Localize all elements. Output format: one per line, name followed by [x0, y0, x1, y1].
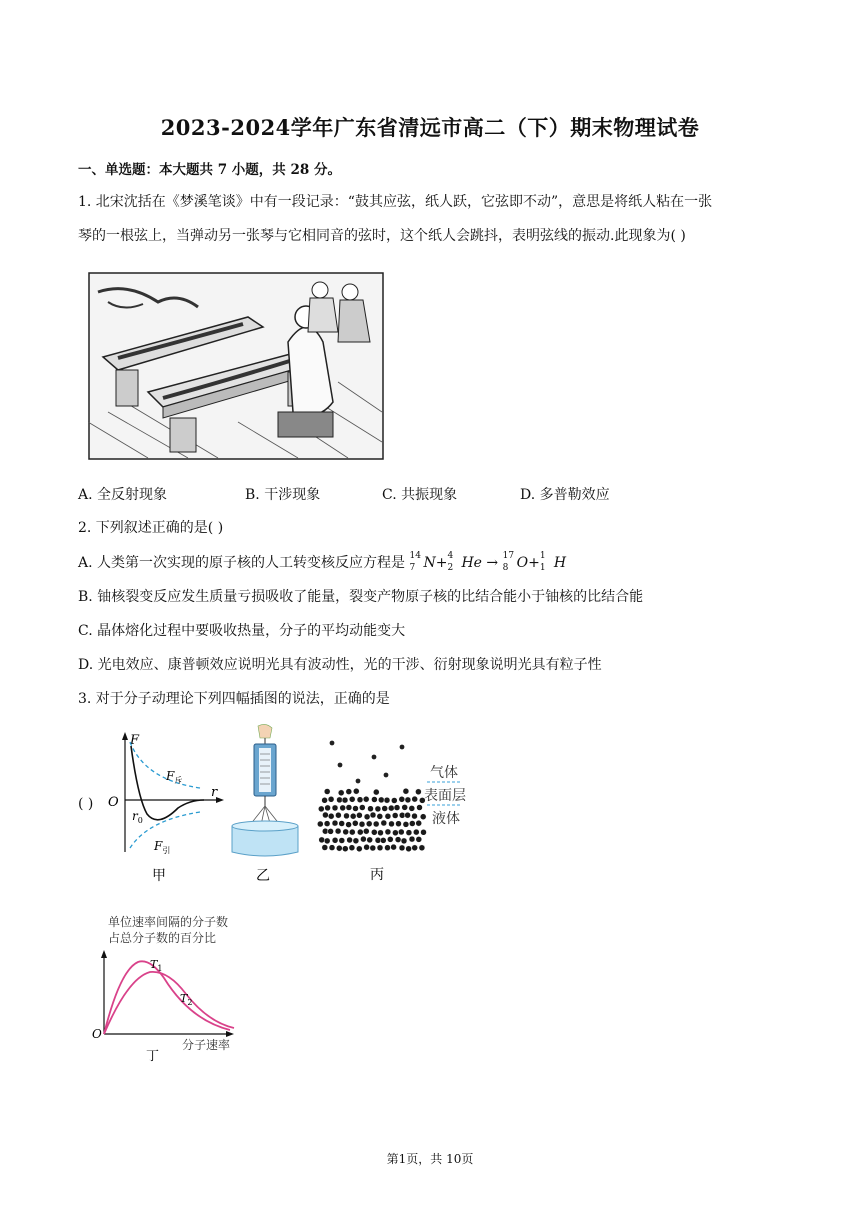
q1-stem-line2: 琴的一根弦上，当弹动另一张琴与它相同音的弦时，这个纸人会跳抖，表明弦线的振动.此现象为( )	[78, 228, 686, 244]
liquid-molecule	[391, 798, 397, 804]
liquid-molecule	[420, 814, 426, 820]
liquid-molecule	[406, 830, 412, 836]
liquid-molecule	[378, 797, 384, 803]
liquid-molecule	[346, 805, 352, 811]
axis-label-f: F	[130, 733, 140, 748]
liquid-molecule	[338, 790, 344, 796]
liquid-molecule	[353, 806, 359, 812]
liquid-molecule	[328, 796, 334, 802]
liquid-molecule	[332, 805, 338, 811]
liquid-molecule	[375, 806, 381, 812]
liquid-molecule	[339, 821, 345, 827]
liquid-molecule	[395, 837, 401, 843]
liquid-molecule	[394, 805, 400, 811]
page-title: 2023-2024学年广东省清远市高二（下）期末物理试卷	[160, 115, 700, 140]
liquid-molecule	[324, 789, 330, 795]
liquid-molecule	[392, 830, 398, 836]
figure-bing-molecules	[312, 735, 477, 887]
liquid-molecule	[322, 845, 328, 851]
q1-option-d: D. 多普勒效应	[520, 487, 610, 503]
q1-option-c: C. 共振现象	[382, 487, 458, 503]
liquid-molecule	[347, 837, 353, 843]
guqin-illustration	[88, 272, 384, 460]
liquid-molecule	[378, 830, 384, 836]
liquid-molecule	[417, 805, 423, 811]
liquid-molecule	[371, 829, 377, 835]
liquid-molecule	[353, 838, 359, 844]
q2-option-c: C. 晶体熔化过程中要吸收热量，分子的平均动能变大	[78, 623, 406, 639]
label-t2: $T_2$	[180, 992, 193, 1007]
liquid-molecule	[391, 844, 397, 850]
liquid-molecule	[399, 796, 405, 802]
liquid-molecule	[349, 829, 355, 835]
liquid-molecule	[371, 797, 377, 803]
liquid-molecule	[342, 846, 348, 852]
section-heading: 一、单选题：本大题共 7 小题，共 28 分。	[78, 162, 341, 178]
caption-jia: 甲	[152, 868, 166, 884]
origin-label: O	[92, 1027, 102, 1041]
liquid-molecule	[364, 844, 370, 850]
liquid-molecule	[329, 845, 335, 851]
liquid-molecule	[413, 829, 419, 835]
liquid-molecule	[389, 821, 395, 827]
liquid-molecule	[342, 797, 348, 803]
liquid-molecule	[405, 812, 411, 818]
f-attractive-label: $F_引$	[154, 839, 171, 855]
label-gas: 气体	[430, 765, 458, 781]
liquid-molecule	[412, 796, 418, 802]
liquid-molecule	[322, 797, 328, 803]
liquid-molecule	[416, 820, 422, 826]
q1-option-b: B. 干涉现象	[245, 487, 321, 503]
liquid-molecule	[340, 805, 346, 811]
liquid-molecule	[377, 845, 383, 851]
liquid-molecule	[406, 846, 412, 852]
liquid-molecule	[339, 838, 345, 844]
liquid-molecule	[419, 845, 425, 851]
liquid-molecule	[385, 845, 391, 851]
liquid-molecule	[346, 822, 352, 828]
liquid-molecule	[381, 820, 387, 826]
liquid-molecule	[350, 813, 356, 819]
liquid-molecule	[416, 836, 422, 842]
liquid-molecule	[335, 812, 341, 818]
r0-label: $r_0$	[132, 809, 143, 825]
xlabel: 分子速率	[182, 1038, 231, 1052]
liquid-molecule	[401, 838, 407, 844]
liquid-molecule	[349, 796, 355, 802]
reaction-arrow: →	[486, 555, 499, 571]
liquid-molecule	[352, 820, 358, 826]
liquid-molecule	[346, 789, 352, 795]
liquid-molecule	[328, 813, 334, 819]
liquid-molecule	[370, 845, 376, 851]
gas-molecules	[330, 741, 405, 784]
liquid-molecule	[388, 805, 394, 811]
liquid-molecule	[349, 845, 355, 851]
liquid-molecule	[356, 812, 362, 818]
ylabel-line2: 占总分子数的百分比	[108, 931, 217, 945]
axis-label-r: r	[211, 785, 218, 800]
hand-icon	[258, 724, 272, 738]
liquid-molecule	[415, 789, 421, 795]
liquid-molecule	[367, 837, 373, 843]
liquid-molecule	[318, 806, 324, 812]
liquid-molecule	[332, 837, 338, 843]
liquid-molecule	[357, 829, 363, 835]
page-footer: 第1页，共 10页	[386, 1152, 474, 1166]
liquid-molecule	[363, 828, 369, 834]
q2-option-d: D. 光电效应、康普顿效应说明光具有波动性，光的干涉、衍射现象说明光具有粒子性	[78, 657, 602, 673]
liquid-molecule	[392, 813, 398, 819]
liquid-molecule	[384, 797, 390, 803]
liquid-molecule	[405, 797, 411, 803]
liquid-molecule	[398, 829, 404, 835]
liquid-molecule	[409, 821, 415, 827]
liquid-molecule	[421, 829, 427, 835]
caption-ding: 丁	[146, 1049, 160, 1064]
liquid-molecule	[324, 838, 330, 844]
liquid-molecule	[412, 813, 418, 819]
q2-option-a: A. 人类第一次实现的原子核的人工转变核反应方程是 14 7 N+ 4 2 He → 17 8 O+ 1 1 H	[78, 551, 567, 573]
liquid-molecule	[399, 812, 405, 818]
nuclide-n14: 14 7 N	[409, 551, 436, 573]
f-repulsive-label: $F_斥$	[166, 769, 183, 785]
nuclide-o17: 17 8 O	[502, 551, 529, 573]
liquid-molecule	[368, 806, 374, 812]
nuclide-h1: 1 1 H	[539, 551, 567, 573]
q2-option-b: B. 铀核裂变反应发生质量亏损吸收了能量，裂变产物原子核的比结合能小于铀核的比结合能	[78, 589, 644, 605]
liquid-molecule	[337, 797, 343, 803]
liquid-molecule	[373, 789, 379, 795]
liquid-molecule	[357, 797, 363, 803]
liquid-molecule	[409, 805, 415, 811]
liquid-molecule	[403, 788, 409, 794]
liquid-molecule	[402, 804, 408, 810]
liquid-molecule	[336, 845, 342, 851]
q3-stem: 3. 对于分子动理论下列四幅插图的说法，正确的是	[78, 691, 390, 707]
caption-yi: 乙	[256, 868, 270, 884]
liquid-molecule	[387, 836, 393, 842]
liquid-molecule	[377, 813, 383, 819]
ylabel-line1: 单位速率间隔的分子数	[108, 915, 229, 929]
liquid-molecule	[364, 814, 370, 820]
liquid-molecule	[385, 829, 391, 835]
caption-bing: 丙	[370, 867, 384, 883]
q1-option-a: A. 全反射现象	[78, 487, 168, 503]
repulsive-force-curve	[130, 742, 200, 788]
liquid-molecule	[356, 846, 362, 852]
figure-ding-speed-distribution	[90, 912, 250, 1064]
liquid-molecules	[317, 788, 426, 852]
origin-label: O	[108, 795, 119, 810]
figure-yi-spring-scale	[228, 722, 300, 888]
label-liquid: 液体	[432, 811, 460, 827]
q3-answer-paren: ( )	[78, 796, 94, 812]
liquid-molecule	[363, 796, 369, 802]
liquid-molecule	[317, 821, 323, 827]
liquid-molecule	[409, 836, 415, 842]
liquid-molecule	[370, 812, 376, 818]
nuclide-he4: 4 2 He	[447, 551, 482, 573]
liquid-molecule	[380, 837, 386, 843]
liquid-molecule	[344, 813, 350, 819]
liquid-molecule	[366, 821, 372, 827]
liquid-molecule	[359, 821, 365, 827]
liquid-molecule	[322, 812, 328, 818]
q1-stem-line1: 1. 北宋沈括在《梦溪笔谈》中有一段记录：“鼓其应弦，纸人跃，它弦即不动”，意思是将纸人粘在一张	[78, 194, 713, 210]
figure-jia-force-curve	[100, 728, 230, 888]
liquid-molecule	[360, 836, 366, 842]
liquid-molecule	[325, 805, 331, 811]
liquid-molecule	[373, 821, 379, 827]
liquid-molecule	[412, 845, 418, 851]
liquid-molecule	[332, 820, 338, 826]
liquid-molecule	[359, 805, 365, 811]
liquid-molecule	[343, 829, 349, 835]
liquid-molecule	[396, 821, 402, 827]
label-surface-layer: 表面层	[424, 788, 466, 804]
liquid-molecule	[403, 821, 409, 827]
q2-stem: 2. 下列叙述正确的是( )	[78, 520, 224, 536]
liquid-molecule	[382, 806, 388, 812]
liquid-molecule	[353, 788, 359, 794]
liquid-molecule	[399, 845, 405, 851]
label-t1: $T_1$	[150, 958, 163, 973]
liquid-molecule	[324, 821, 330, 827]
liquid-molecule	[328, 828, 334, 834]
q2-option-a-text: A. 人类第一次实现的原子核的人工转变核反应方程是	[78, 555, 406, 571]
liquid-molecule	[335, 828, 341, 834]
liquid-molecule	[385, 813, 391, 819]
liquid-molecule	[319, 837, 325, 843]
